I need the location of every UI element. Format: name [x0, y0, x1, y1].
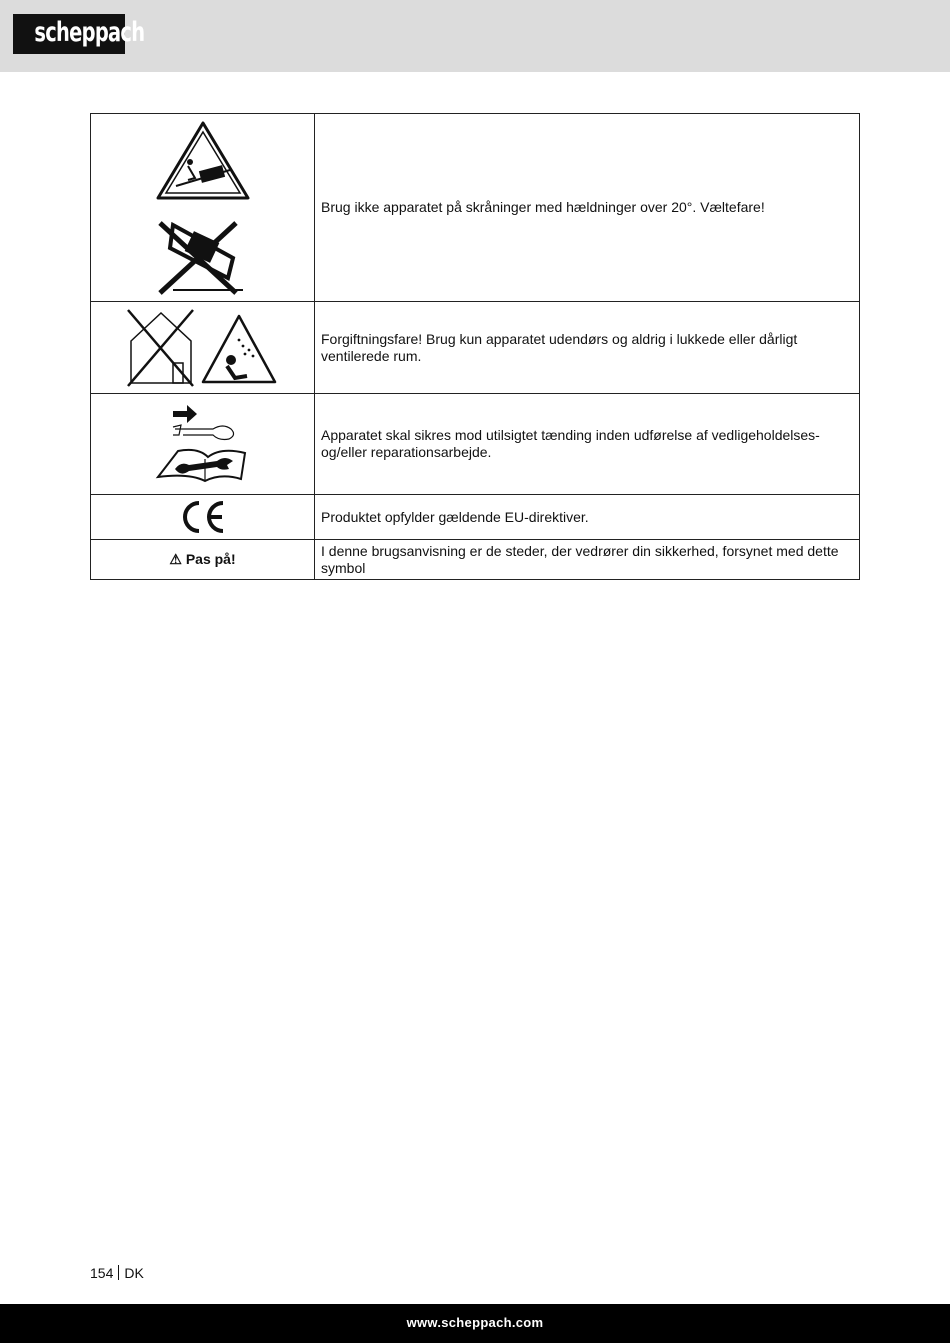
indoor-poisoning-warning-icon	[123, 308, 283, 388]
divider	[118, 1265, 119, 1280]
page-header	[0, 0, 950, 72]
website-link[interactable]: www.scheppach.com	[406, 1315, 544, 1330]
icon-cell	[91, 114, 315, 302]
page-number-footer	[90, 1265, 144, 1281]
table-row	[91, 114, 860, 302]
table-row	[91, 394, 860, 495]
ce-mark-icon	[178, 499, 228, 535]
remove-key-manual-wrench-icon	[153, 399, 253, 489]
page-number: 154	[90, 1265, 114, 1281]
footer-bar	[0, 1304, 950, 1343]
slope-tipping-warning-icon	[148, 118, 258, 298]
table-row	[91, 540, 860, 580]
description-cell: Produktet opfylder gældende EU-direktiver.	[315, 495, 860, 540]
description-cell: I denne brugsanvisning er de steder, der vedrører din sikkerhed, forsynet med dette symbol	[315, 540, 860, 580]
symbols-table	[90, 113, 860, 580]
icon-cell	[91, 394, 315, 495]
description-cell: Apparatet skal sikres mod utilsigtet tænding inden udførelse af vedligeholdelses- og/eller reparationsarbejde.	[315, 394, 860, 495]
icon-cell	[91, 495, 315, 540]
description-cell: Brug ikke apparatet på skråninger med hældninger over 20°. Væltefare!	[315, 114, 860, 302]
brand-logo: scheppach	[13, 14, 125, 54]
caution-label: ⚠ Pas på!	[169, 550, 236, 567]
description-cell: Forgiftningsfare! Brug kun apparatet udendørs og aldrig i lukkede eller dårligt ventilerede rum.	[315, 302, 860, 394]
table-row	[91, 495, 860, 540]
language-code: DK	[124, 1265, 144, 1281]
icon-cell	[91, 540, 315, 580]
table-row	[91, 302, 860, 394]
icon-cell	[91, 302, 315, 394]
